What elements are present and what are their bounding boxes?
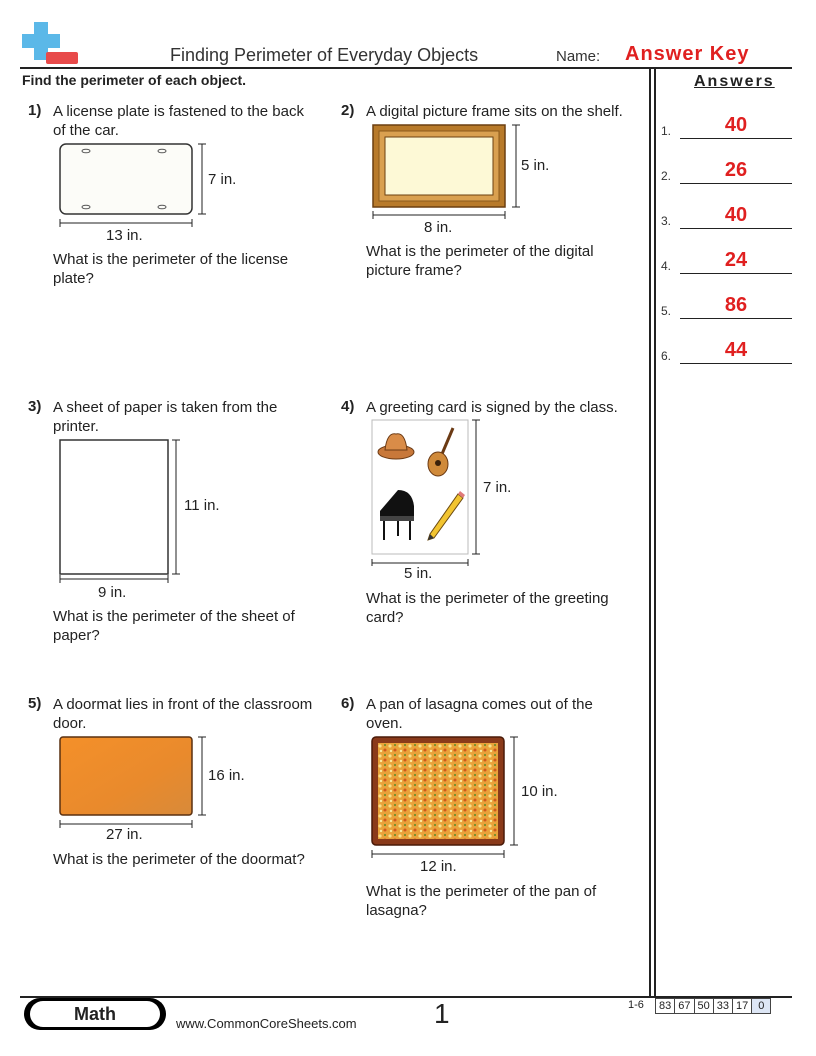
answer-3-line xyxy=(680,228,792,229)
problem-1-number: 1) xyxy=(28,102,42,119)
problem-5-width: 27 in. xyxy=(106,826,143,843)
score-cell: 17 xyxy=(732,998,752,1014)
answer-column-divider xyxy=(649,69,651,996)
answer-1-line xyxy=(680,138,792,139)
answer-2-value: 26 xyxy=(724,159,748,181)
score-cell: 33 xyxy=(713,998,733,1014)
answer-column-divider-inner xyxy=(654,69,656,996)
website-link[interactable]: www.CommonCoreSheets.com xyxy=(176,1016,357,1031)
problem-6-width: 12 in. xyxy=(420,858,457,875)
page-number: 1 xyxy=(434,998,450,1029)
problem-3-width: 9 in. xyxy=(98,584,127,601)
greeting-card-icon xyxy=(368,416,488,566)
problem-1-width: 13 in. xyxy=(106,227,143,244)
problem-3-text-line1: A sheet of paper is taken from the xyxy=(53,399,278,416)
problem-3-number: 3) xyxy=(28,398,42,415)
problem-3-question-line1: What is the perimeter of the sheet of xyxy=(53,608,295,625)
score-cell: 83 xyxy=(655,998,675,1014)
problem-6-text-line1: A pan of lasagna comes out of the xyxy=(366,696,593,713)
problem-5-question-line1: What is the perimeter of the doormat? xyxy=(53,851,305,868)
problem-5-text-line2: door. xyxy=(53,715,87,732)
problem-4-height: 7 in. xyxy=(483,479,512,496)
header-divider xyxy=(20,67,792,69)
problem-2-question-line2: picture frame? xyxy=(366,262,462,279)
problem-1-height: 7 in. xyxy=(208,171,237,188)
problem-6-number: 6) xyxy=(341,695,355,712)
answer-6-number: 6. xyxy=(661,349,672,363)
doormat-icon xyxy=(56,733,216,833)
answers-heading: Answers xyxy=(694,73,775,90)
problem-1-question-line2: plate? xyxy=(53,270,94,287)
answer-2-number: 2. xyxy=(661,169,672,183)
answer-2-line xyxy=(680,183,792,184)
problem-1-text-line2: of the car. xyxy=(53,122,119,139)
answer-key-label: Answer Key xyxy=(625,43,750,65)
problem-1-text-line1: A license plate is fastened to the back xyxy=(53,103,304,120)
answer-6-line xyxy=(680,363,792,364)
problem-2-number: 2) xyxy=(341,102,355,119)
score-cell: 50 xyxy=(694,998,714,1014)
answer-1-number: 1. xyxy=(661,124,672,138)
problem-6-height: 10 in. xyxy=(521,783,558,800)
answer-4-value: 24 xyxy=(724,249,748,271)
problem-5-height: 16 in. xyxy=(208,767,245,784)
problem-6-question-line1: What is the perimeter of the pan of xyxy=(366,883,597,900)
problem-1-question-line1: What is the perimeter of the license xyxy=(53,251,289,268)
problem-2-width: 8 in. xyxy=(424,219,453,236)
instructions: Find the perimeter of each object. xyxy=(22,72,247,88)
score-cell: 0 xyxy=(751,998,771,1014)
problem-6-text-line2: oven. xyxy=(366,715,403,732)
problem-3-text-line2: printer. xyxy=(53,418,99,435)
page-title: Finding Perimeter of Everyday Objects xyxy=(170,45,479,65)
problem-3-height: 11 in. xyxy=(184,497,220,514)
answer-1-value: 40 xyxy=(724,114,748,136)
answer-4-number: 4. xyxy=(661,259,672,273)
picture-frame-icon xyxy=(368,120,528,220)
problem-4-number: 4) xyxy=(341,398,355,415)
answer-5-number: 5. xyxy=(661,304,672,318)
problem-4-text-line1: A greeting card is signed by the class. xyxy=(366,399,618,416)
problem-4-question-line2: card? xyxy=(366,609,404,626)
paper-sheet-icon xyxy=(56,436,186,586)
problem-5-text-line1: A doormat lies in front of the classroom xyxy=(53,696,313,713)
answer-5-line xyxy=(680,318,792,319)
answer-6-value: 44 xyxy=(724,339,748,361)
problem-range: 1-6 xyxy=(628,999,644,1011)
answer-3-number: 3. xyxy=(661,214,672,228)
name-label: Name: xyxy=(556,48,601,65)
problem-2-question-line1: What is the perimeter of the digital xyxy=(366,243,594,260)
score-cell: 67 xyxy=(674,998,694,1014)
problem-2-text-line1: A digital picture frame sits on the shelf. xyxy=(366,103,623,120)
score-table xyxy=(656,998,771,1014)
problem-4-width: 5 in. xyxy=(404,565,433,582)
lasagna-pan-icon xyxy=(368,733,528,863)
problem-6-question-line2: lasagna? xyxy=(366,902,427,919)
answer-3-value: 40 xyxy=(724,204,748,226)
answer-5-value: 86 xyxy=(724,294,748,316)
problem-2-height: 5 in. xyxy=(521,157,550,174)
plus-minus-logo-icon xyxy=(22,22,80,68)
answer-4-line xyxy=(680,273,792,274)
math-badge-label: Math xyxy=(30,1001,160,1027)
license-plate-icon xyxy=(56,140,216,230)
problem-5-number: 5) xyxy=(28,695,42,712)
problem-4-question-line1: What is the perimeter of the greeting xyxy=(366,590,609,607)
problem-3-question-line2: paper? xyxy=(53,627,100,644)
